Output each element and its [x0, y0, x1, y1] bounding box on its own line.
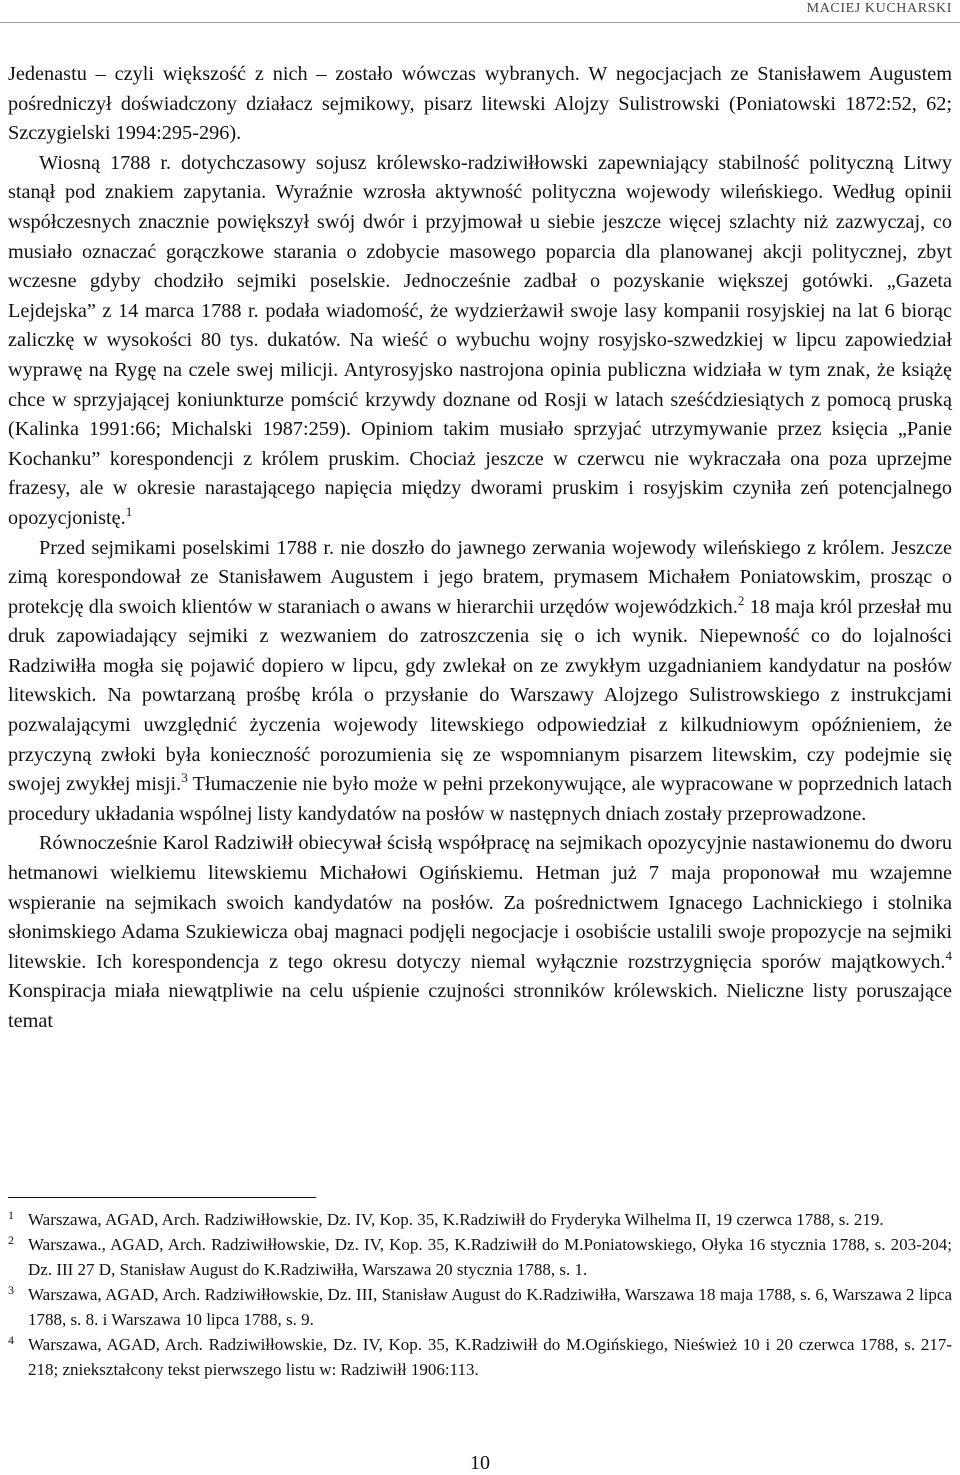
paragraph-text: 18 maja król przesłał mu druk zapowiadający sejmiki z wezwaniem do zatroszczenia się o ich wynik. Niepewność co do lojalności Radziwiłła mogła się pojawić dopiero w lipcu, gdy zwlekał on ze zwykłym uzgadnianiem kandydatur na posłów litewskich. Na powtarzaną prośbę króla o przysłanie do Warszawy Alojzego Sulistrowskiego z instrukcjami pozwalającymi uwzględnić życzenia wojewody litewskiego odpowiedział z kilkudniowym opóźnieniem, że przyczyną zwłoki była konieczność porozumienia się ze wspomnianym pisarzem litewskim, czy podejmie się swojej zwykłej misji.	[8, 595, 952, 796]
footnote	[8, 1232, 952, 1282]
footnote-text: Warszawa, AGAD, Arch. Radziwiłłowskie, Dz. IV, Kop. 35, K.Radziwiłł do M.Ogińskiego, Nieśwież 10 i 20 czerwca 1788, s. 217-218; zniekształcony tekst pierwszego listu w: Radziwiłł 1906:113.	[28, 1335, 952, 1379]
footnote	[8, 1282, 952, 1332]
footnote-reference[interactable]: 4	[945, 948, 952, 964]
paragraph-text: Tłumaczenie nie było może w pełni przekonywujące, ale wypracowane w poprzednich latach procedury układania wspólnej listy kandydatów na posłów w następnych dniach zostały przeprowadzone.	[8, 773, 953, 825]
page-number: 10	[470, 1452, 490, 1474]
paragraph-text: Konspiracja miała niewątpliwie na celu uśpienie czujności stronników królewskich. Nieliczne listy poruszające temat	[8, 980, 952, 1032]
footnote	[8, 1207, 952, 1232]
body-paragraph	[8, 829, 952, 1036]
footnote-reference[interactable]: 2	[737, 592, 745, 608]
header-author: MACIEJ KUCHARSKI	[806, 1, 952, 16]
footnote-number: 1	[8, 1208, 14, 1222]
body-text	[8, 60, 952, 1037]
footnote-text: Warszawa., AGAD, Arch. Radziwiłłowskie, Dz. IV, Kop. 35, K.Radziwiłł do M.Poniatowskiego, Ołyka 16 stycznia 1788, s. 203-204; Dz. III 27 D, Stanisław August do K.Radziwiłła, Warszawa 20 stycznia 1788, s. 1.	[28, 1235, 952, 1279]
paragraph-text: Wiosną 1788 r. dotychczasowy sojusz królewsko-radziwiłłowski zapewniający stabilność polityczną Litwy stanął pod znakiem zapytania. Wyraźnie wzrosła aktywność polityczna wojewody wileńskiego. Według opinii współczesnych znacznie powiększył swój dwór i przyjmował u siebie jeszcze więcej szlachty niż zazwyczaj, co musiało oznaczać gorączkowe starania o zdobycie masowego poparcia dla planowanej akcji politycznej, zbyt wczesne gdyby chodziło sejmiki poselskie. Jednocześnie zadbał o pozyskanie większej gotówki. „Gazeta Lejdejska” z 14 marca 1788 r. podała wiadomość, że wydzierżawił swoje lasy kompanii rosyjskiej na lat 6 biorąc zaliczkę w wysokości 80 tys. dukatów. Na wieść o wybuchu wojny rosyjsko-szwedzkiej w lipcu zapowiedział wyprawę na Rygę na czele swej milicji. Antyrosyjsko nastrojona opinia publiczna widziała w tym znak, że książę chce w sprzyjającej koniunkturze pomścić krzywdy doznane od Rosji w latach sześćdziesiątych z pomocą pruską (Kalinka 1991:66; Michalski 1987:259). Opiniom takim musiało sprzyjać utrzymywanie przez księcia „Panie Kochanku” korespondencji z królem pruskim. Chociaż jeszcze w czerwcu nie wykraczała ona poza uprzejme frazesy, ale w okresie narastającego napięcia między dworami pruskim i rosyjskim czyniła zeń potencjalnego opozycjonistę.	[8, 151, 952, 529]
footnote-separator	[8, 1197, 316, 1198]
footnote-text: Warszawa, AGAD, Arch. Radziwiłłowskie, Dz. III, Stanisław August do K.Radziwiłła, Warszawa 18 maja 1788, s. 6, Warszawa 2 lipca 1788, s. 8. i Warszawa 10 lipca 1788, s. 9.	[28, 1285, 952, 1329]
paragraph-text: Przed sejmikami poselskimi 1788 r. nie doszło do jawnego zerwania wojewody wileńskiego z królem. Jeszcze zimą korespondował ze Stanisławem Augustem i jego bratem, prymasem Michałem Poniatowskim, prosząc o protekcję dla swoich klientów w staraniach o awans w hierarchii urzędów wojewódzkich.	[8, 536, 952, 618]
paragraph-text: Równocześnie Karol Radziwiłł obiecywał ścisłą współpracę na sejmikach opozycyjnie nastawionemu do dworu hetmanowi wielkiemu litewskiemu Michałowi Ogińskiemu. Hetman już 7 maja proponował mu wzajemne wspieranie na sejmikach swoich kandydatów na posłów. Za pośrednictwem Ignacego Lachnickiego i stolnika słonimskiego Adama Szukiewicza obaj magnaci podjęli negocjacje i osobiście ustalili swoje propozycje na sejmiki litewskie. Ich korespondencja z tego okresu dotyczy niemal wyłącznie rozstrzygnięcia sporów majątkowych.	[8, 832, 952, 973]
footnote-number: 2	[8, 1233, 14, 1247]
footnotes	[8, 1207, 952, 1382]
footnote-reference[interactable]: 1	[125, 504, 133, 520]
footnote	[8, 1332, 952, 1382]
paragraph-text: Jedenastu – czyli większość z nich – zostało wówczas wybranych. W negocjacjach ze Stanisławem Augustem pośredniczył doświadczony działacz sejmikowy, pisarz litewski Alojzy Sulistrowski (Poniatowski 1872:52, 62; Szczygielski 1994:295-296).	[8, 63, 952, 145]
body-paragraph	[8, 149, 952, 534]
body-paragraph	[8, 534, 952, 830]
footnote-reference[interactable]: 3	[181, 770, 188, 786]
body-paragraph	[8, 60, 952, 149]
footnote-text: Warszawa, AGAD, Arch. Radziwiłłowskie, Dz. IV, Kop. 35, K.Radziwiłł do Fryderyka Wilhelma II, 19 czerwca 1788, s. 219.	[28, 1210, 884, 1229]
footnote-number: 4	[8, 1333, 14, 1347]
running-header	[0, 0, 960, 23]
footnote-number: 3	[8, 1283, 14, 1297]
